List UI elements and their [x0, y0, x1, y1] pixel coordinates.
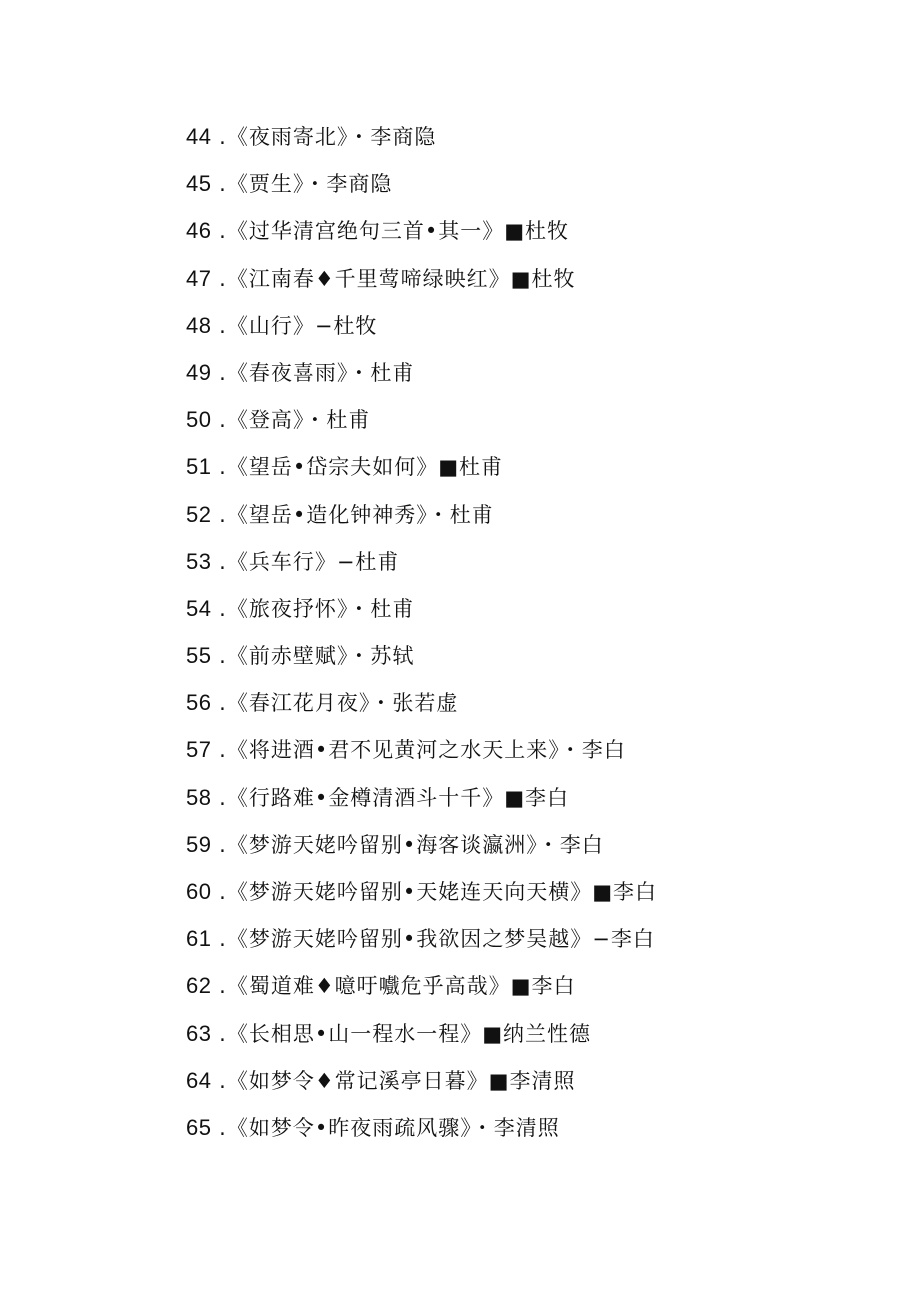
item-number: 55 — [186, 643, 212, 669]
item-text: .《将进酒•君不见黄河之水天上来》・李白 — [211, 738, 626, 763]
item-text: .《长相思•山一程水一程》■纳兰性德 — [211, 1021, 592, 1046]
list-item — [186, 396, 846, 443]
item-text: .《如梦令•昨夜雨疏风骤》・李清照 — [211, 1115, 560, 1140]
item-number: 48 — [186, 312, 212, 338]
item-number: 62 — [186, 973, 212, 999]
item-number: 52 — [186, 501, 212, 527]
list-item — [186, 1010, 846, 1057]
item-text: .《兵车行》−杜甫 — [211, 549, 400, 574]
item-text: .《如梦令♦常记溪亭日暮》■李清照 — [211, 1068, 576, 1093]
list-item — [186, 679, 846, 726]
item-number: 46 — [186, 218, 212, 244]
item-text: .《春江花月夜》・张若虚 — [211, 691, 459, 716]
item-text: .《望岳•岱宗夫如何》■杜甫 — [211, 455, 504, 480]
item-number: 61 — [186, 926, 212, 952]
list-item — [186, 207, 846, 254]
list-item — [186, 443, 846, 490]
item-number: 57 — [186, 737, 212, 763]
list-item — [186, 726, 846, 773]
item-text: .《蜀道难♦噫吁嚱危乎高哉》■李白 — [211, 974, 576, 999]
item-number: 50 — [186, 407, 212, 433]
item-number: 59 — [186, 831, 212, 857]
item-number: 58 — [186, 784, 212, 810]
item-number: 54 — [186, 595, 212, 621]
item-text: .《江南春♦千里莺啼绿映红》■杜牧 — [211, 266, 576, 291]
list-item — [186, 160, 846, 207]
list-item — [186, 915, 846, 962]
item-text: .《梦游天姥吟留别•海客谈瀛洲》・李白 — [211, 832, 604, 857]
list-item — [186, 774, 846, 821]
item-number: 51 — [186, 454, 212, 480]
item-text: .《望岳•造化钟神秀》・杜甫 — [211, 502, 494, 527]
item-text: .《梦游天姥吟留别•我欲因之梦吴越》−李白 — [211, 927, 655, 952]
item-text: .《山行》−杜牧 — [211, 313, 378, 338]
list-item — [186, 113, 846, 160]
item-number: 45 — [186, 171, 212, 197]
list-item — [186, 491, 846, 538]
item-number: 60 — [186, 879, 212, 904]
item-text: .《夜雨寄北》・李商隐 — [211, 125, 437, 149]
list-item — [186, 302, 846, 349]
list-item — [186, 349, 846, 396]
item-text: .《春夜喜雨》・杜甫 — [211, 360, 415, 385]
item-text: .《前赤壁赋》・苏轼 — [211, 644, 415, 669]
item-number: 47 — [186, 265, 212, 291]
item-text: .《过华清宫绝句三首•其一》■杜牧 — [211, 219, 570, 244]
item-text: .《梦游天姥吟留别•天姥连天向天横》■李白 — [211, 880, 658, 904]
item-number: 49 — [186, 359, 212, 385]
list-item — [186, 632, 846, 679]
list-item — [186, 962, 846, 1009]
item-text: .《行路难•金樽清酒斗十千》■李白 — [211, 785, 570, 810]
item-number: 44 — [186, 124, 212, 149]
item-number: 64 — [186, 1067, 212, 1093]
list-item — [186, 821, 846, 868]
poem-list — [186, 113, 846, 1151]
item-number: 65 — [186, 1114, 212, 1140]
list-item — [186, 1104, 846, 1151]
item-number: 53 — [186, 548, 212, 574]
list-item — [186, 255, 846, 302]
item-number: 63 — [186, 1020, 212, 1046]
list-item — [186, 868, 846, 915]
item-text: .《贾生》・李商隐 — [211, 172, 393, 197]
list-item — [186, 585, 846, 632]
item-text: .《旅夜抒怀》・杜甫 — [211, 596, 415, 621]
list-item — [186, 538, 846, 585]
item-number: 56 — [186, 690, 212, 716]
item-text: .《登高》・杜甫 — [211, 408, 371, 433]
list-item — [186, 1057, 846, 1104]
